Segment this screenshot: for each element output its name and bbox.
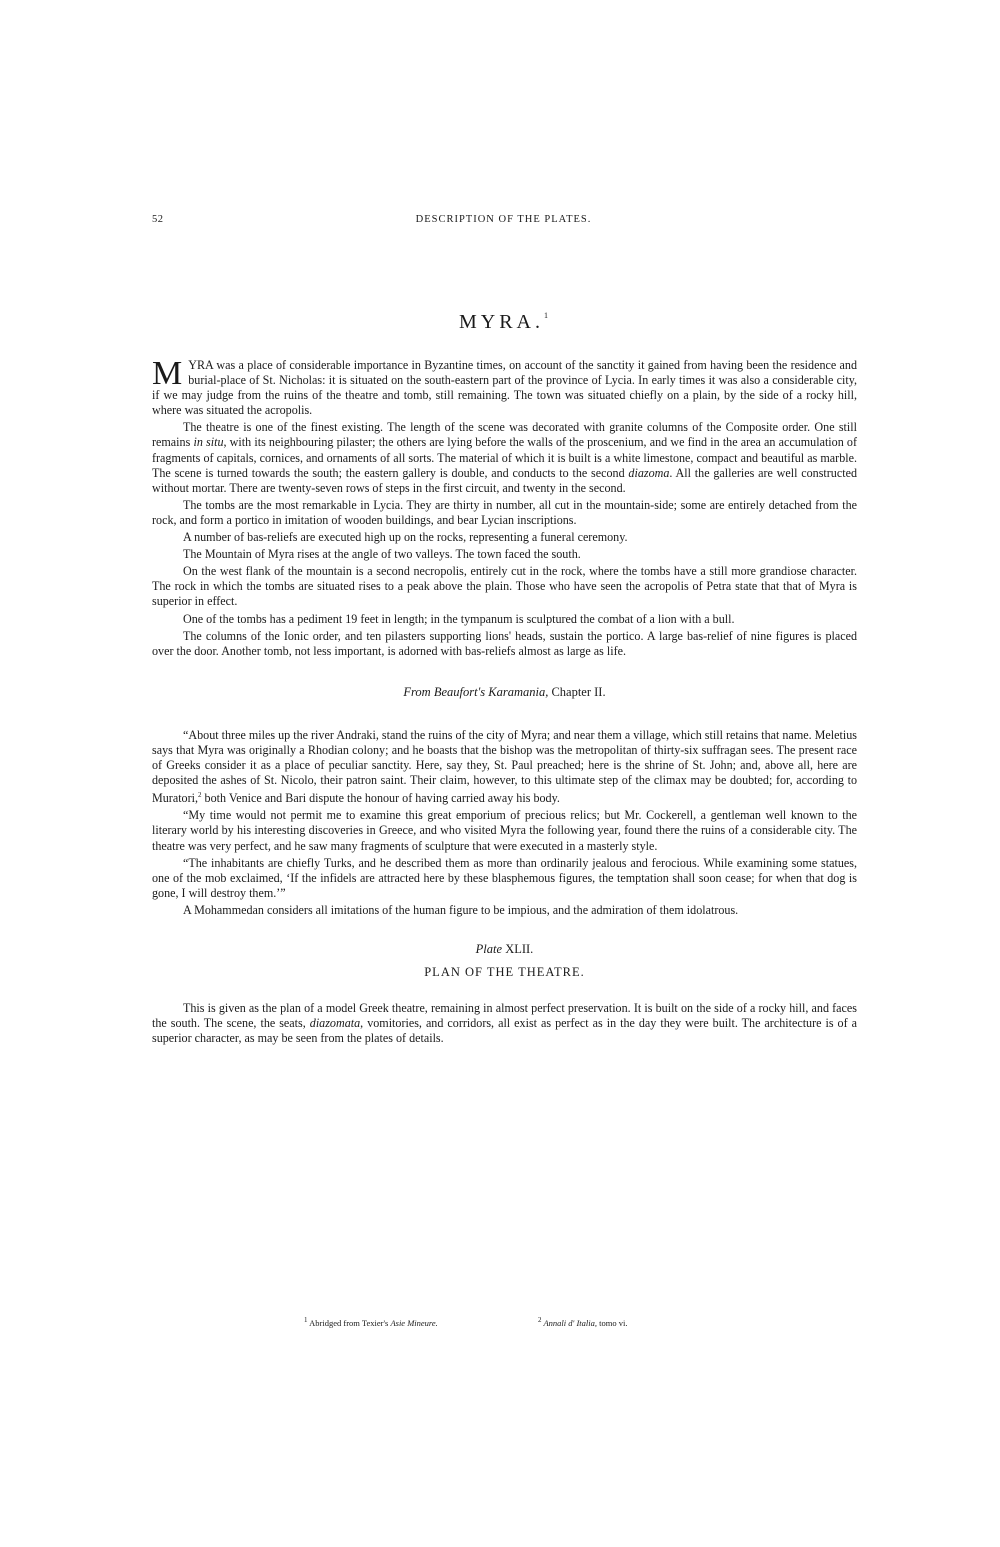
paragraph-text: . All the galleries are well constructed without mortar. There are twenty-seven rows of steps in the first circuit, and twenty in the second.	[152, 465, 857, 495]
paragraph: A Mohammedan considers all imitations of the human figure to be impious, and the admiration of them idolatrous.	[183, 902, 739, 917]
paragraph	[152, 355, 857, 418]
source-heading	[152, 685, 857, 700]
plate-word: Plate	[475, 942, 503, 957]
footnote-italic: Annali d' Italia,	[541, 1317, 597, 1328]
italic-term: diazomata	[309, 1016, 361, 1031]
paragraph	[152, 1001, 857, 1046]
paragraph	[152, 420, 857, 495]
footnote-number: 1	[304, 1316, 308, 1324]
title-text: MYRA.	[458, 311, 544, 333]
paragraph: One of the tombs has a pediment 19 feet in length; in the tympanum is sculptured the combat of a lion with a bull.	[183, 611, 735, 626]
paragraph-text: YRA was a place of considerable importance in Byzantine times, on account of the sanctity it gained from having been the residence and burial-place of St. Nicholas: it is situated on the south-eastern part of the province of Lycia. In early times it was also a considerable city, if we may judge from the ruins of the theatre and tomb, still remaining. The town was situated chiefly on a plain, by the side of a rocky hill, where was situated the acropolis.	[152, 358, 857, 418]
running-title: DESCRIPTION OF THE PLATES.	[415, 214, 592, 225]
footnote-text: Abridged from Texier's	[307, 1317, 391, 1328]
source-chapter: Chapter II.	[548, 684, 606, 699]
source-title: From Beaufort's Karamania,	[403, 684, 549, 699]
paragraph-text: The theatre is one of the finest existing. The length of the scene was decorated with granite columns of the Composite order. One still remains	[152, 420, 857, 450]
footnote-2	[538, 1316, 627, 1328]
page-title	[152, 311, 855, 334]
footnote-italic: Asie Mineure.	[390, 1317, 438, 1328]
plate-label	[152, 942, 857, 957]
paragraph-text: , with its neighbouring pilaster; the others are lying before the walls of the proscenium, and we find in the area an accumulation of fragments of capitals, cornices, and ornaments of all sorts. The material of which it is built is a white limestone, compact and beautiful as marble. The scene is turned towards the south; the eastern gallery is double, and conducts to the second	[152, 435, 857, 480]
paragraph: The columns of the Ionic order, and ten pilasters supporting lions' heads, sustain the portico. A large bas-relief of nine figures is placed over the door. Another tomb, not less important, is adorned with bas-reliefs almost as large as life.	[152, 628, 857, 658]
paragraph-text: both Venice and Bari dispute the honour of having carried away his body.	[201, 791, 560, 806]
quote-paragraph	[152, 728, 857, 807]
plate-number: XLII.	[502, 942, 534, 957]
footnote-text: tomo vi.	[597, 1317, 628, 1328]
page-number: 52	[152, 214, 164, 225]
paragraph: The tombs are the most remarkable in Lycia. They are thirty in number, all cut in the mountain-side; some are entirely detached from the rock, and form a portico in imitation of wooden buildings, and bear Lycian inscriptions.	[152, 497, 857, 527]
footnote-1	[304, 1316, 438, 1328]
title-footnote-mark: 1	[544, 311, 548, 320]
quote-paragraph: “My time would not permit me to examine this great emporium of precious relics; but Mr. Cockerell, a gentleman well known to the literary world by his interesting discoveries in Greece, and who visited Myra the following year, found there the ruins of a considerable city. The theatre was very perfect, and he saw many fragments of sculpture that were executed in a masterly style.	[152, 808, 857, 853]
drop-cap: M	[152, 355, 183, 392]
italic-term: diazoma	[628, 465, 670, 480]
body-text	[152, 355, 857, 1049]
footnote-mark: 2	[198, 791, 202, 800]
footnote-number: 2	[538, 1316, 542, 1324]
paragraph: The Mountain of Myra rises at the angle of two valleys. The town faced the south.	[183, 547, 581, 562]
paragraph: A number of bas-reliefs are executed high up on the rocks, representing a funeral ceremony.	[183, 530, 628, 545]
paragraph-text: “About three miles up the river Andraki, stand the ruins of the city of Myra; and near them a village, which still retains that name. Meletius says that Myra was originally a Rhodian colony; and he boasts that the bishop was the metropolitan of thirty-six suffragan sees. The present race of Greeks consider it as a place of peculiar sanctity. Here, say they, St. Paul preached; here is the shrine of St. John; and, above all, here are deposited the ashes of St. Nicolo, their patron saint. Their claim, however, to this ultimate step of the climax may be doubted; for, according to Muratori,	[152, 727, 857, 806]
paragraph-text: , vomitories, and corridors, all exist as perfect as in the day they were built. The architecture is of a superior character, as may be seen from the plates of details.	[152, 1016, 857, 1046]
plate-heading: PLAN OF THE THEATRE.	[424, 965, 585, 980]
paragraph-text: This is given as the plan of a model Greek theatre, remaining in almost perfect preservation. It is built on the side of a rocky hill, and faces the south. The scene, the seats,	[152, 1001, 857, 1031]
quote-paragraph: “The inhabitants are chiefly Turks, and he described them as more than ordinarily jealous and ferocious. While examining some statues, one of the mob exclaimed, ‘If the infidels are attracted here by these blasphemous figures, the temptation shall soon cease; for when that dog is gone, I will destroy them.’”	[152, 855, 857, 900]
paragraph: On the west flank of the mountain is a second necropolis, entirely cut in the rock, where the tombs have a still more grandiose character. The rock in which the tombs are situated rises to a peak above the plain. Those who have seen the acropolis of Petra state that that of Myra is superior in effect.	[152, 564, 857, 609]
italic-term: in situ	[193, 435, 224, 450]
